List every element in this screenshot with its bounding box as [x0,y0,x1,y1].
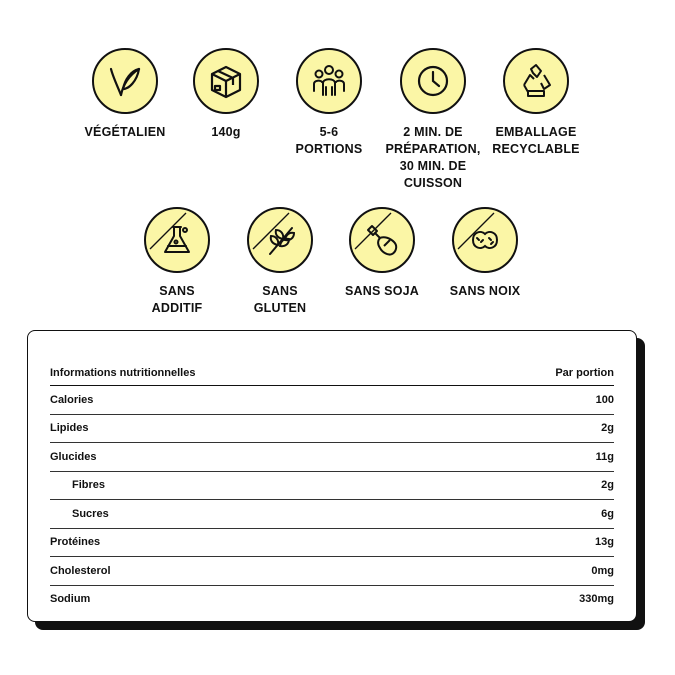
nutrition-header [50,361,614,386]
slash-icon [351,209,395,253]
table-row [50,472,614,501]
row-label: Cholesterol [50,564,111,577]
row-value: 6g [601,507,614,520]
table-row [50,415,614,444]
slash-icon [249,209,293,253]
badge-portions [274,48,384,158]
badge-time [378,48,488,192]
header-value: Par portion [555,367,614,379]
clock-icon [400,48,466,114]
row-value: 100 [595,393,614,406]
nutrition-panel [27,330,637,622]
row-value: 13g [595,536,614,549]
row-label: Sucres [72,507,109,520]
row-label: Sodium [50,593,91,606]
row-value: 0mg [591,564,614,577]
table-row [50,586,614,614]
badge-no-nuts [430,207,540,300]
row-value: 11g [595,450,614,463]
box-icon [193,48,259,114]
bottle-icon [349,207,415,273]
recycle-icon [503,48,569,114]
badge-recyclable [481,48,591,158]
table-row [50,500,614,529]
row-value: 2g [601,422,614,435]
badge-label: SANS ADDITIF [151,284,203,315]
nutrition-table [50,361,614,613]
header-label: Informations nutritionnelles [50,367,196,379]
row-label: Calories [50,393,94,406]
row-value: 330mg [579,593,614,606]
badge-label: 2 MIN. DE PRÉPARATION, 30 MIN. DE CUISSON [385,125,481,190]
row-label: Fibres [72,479,106,492]
badge-label: 140g [211,125,241,139]
wheat-icon [247,207,313,273]
badge-no-additive [122,207,232,317]
badge-vegan [70,48,180,141]
slash-icon [454,209,498,253]
slash-icon [146,209,190,253]
badge-label: SANS SOJA [344,284,420,298]
flask-icon [144,207,210,273]
people-icon [296,48,362,114]
badge-label: SANS NOIX [449,284,521,298]
leaf-icon [92,48,158,114]
badge-label: VÉGÉTALIEN [84,125,166,139]
peanut-icon [452,207,518,273]
row-value: 2g [601,479,614,492]
row-label: Glucides [50,450,97,463]
badge-label: SANS GLUTEN [253,284,307,315]
row-label: Lipides [50,422,89,435]
table-row [50,529,614,558]
badge-weight [171,48,281,141]
table-row [50,557,614,586]
table-row [50,443,614,472]
badge-no-gluten [225,207,335,317]
row-label: Protéines [50,536,101,549]
table-row [50,386,614,415]
badge-label: EMBALLAGE RECYCLABLE [492,125,580,156]
badge-label: 5-6 PORTIONS [295,125,363,156]
badge-no-soy [327,207,437,300]
